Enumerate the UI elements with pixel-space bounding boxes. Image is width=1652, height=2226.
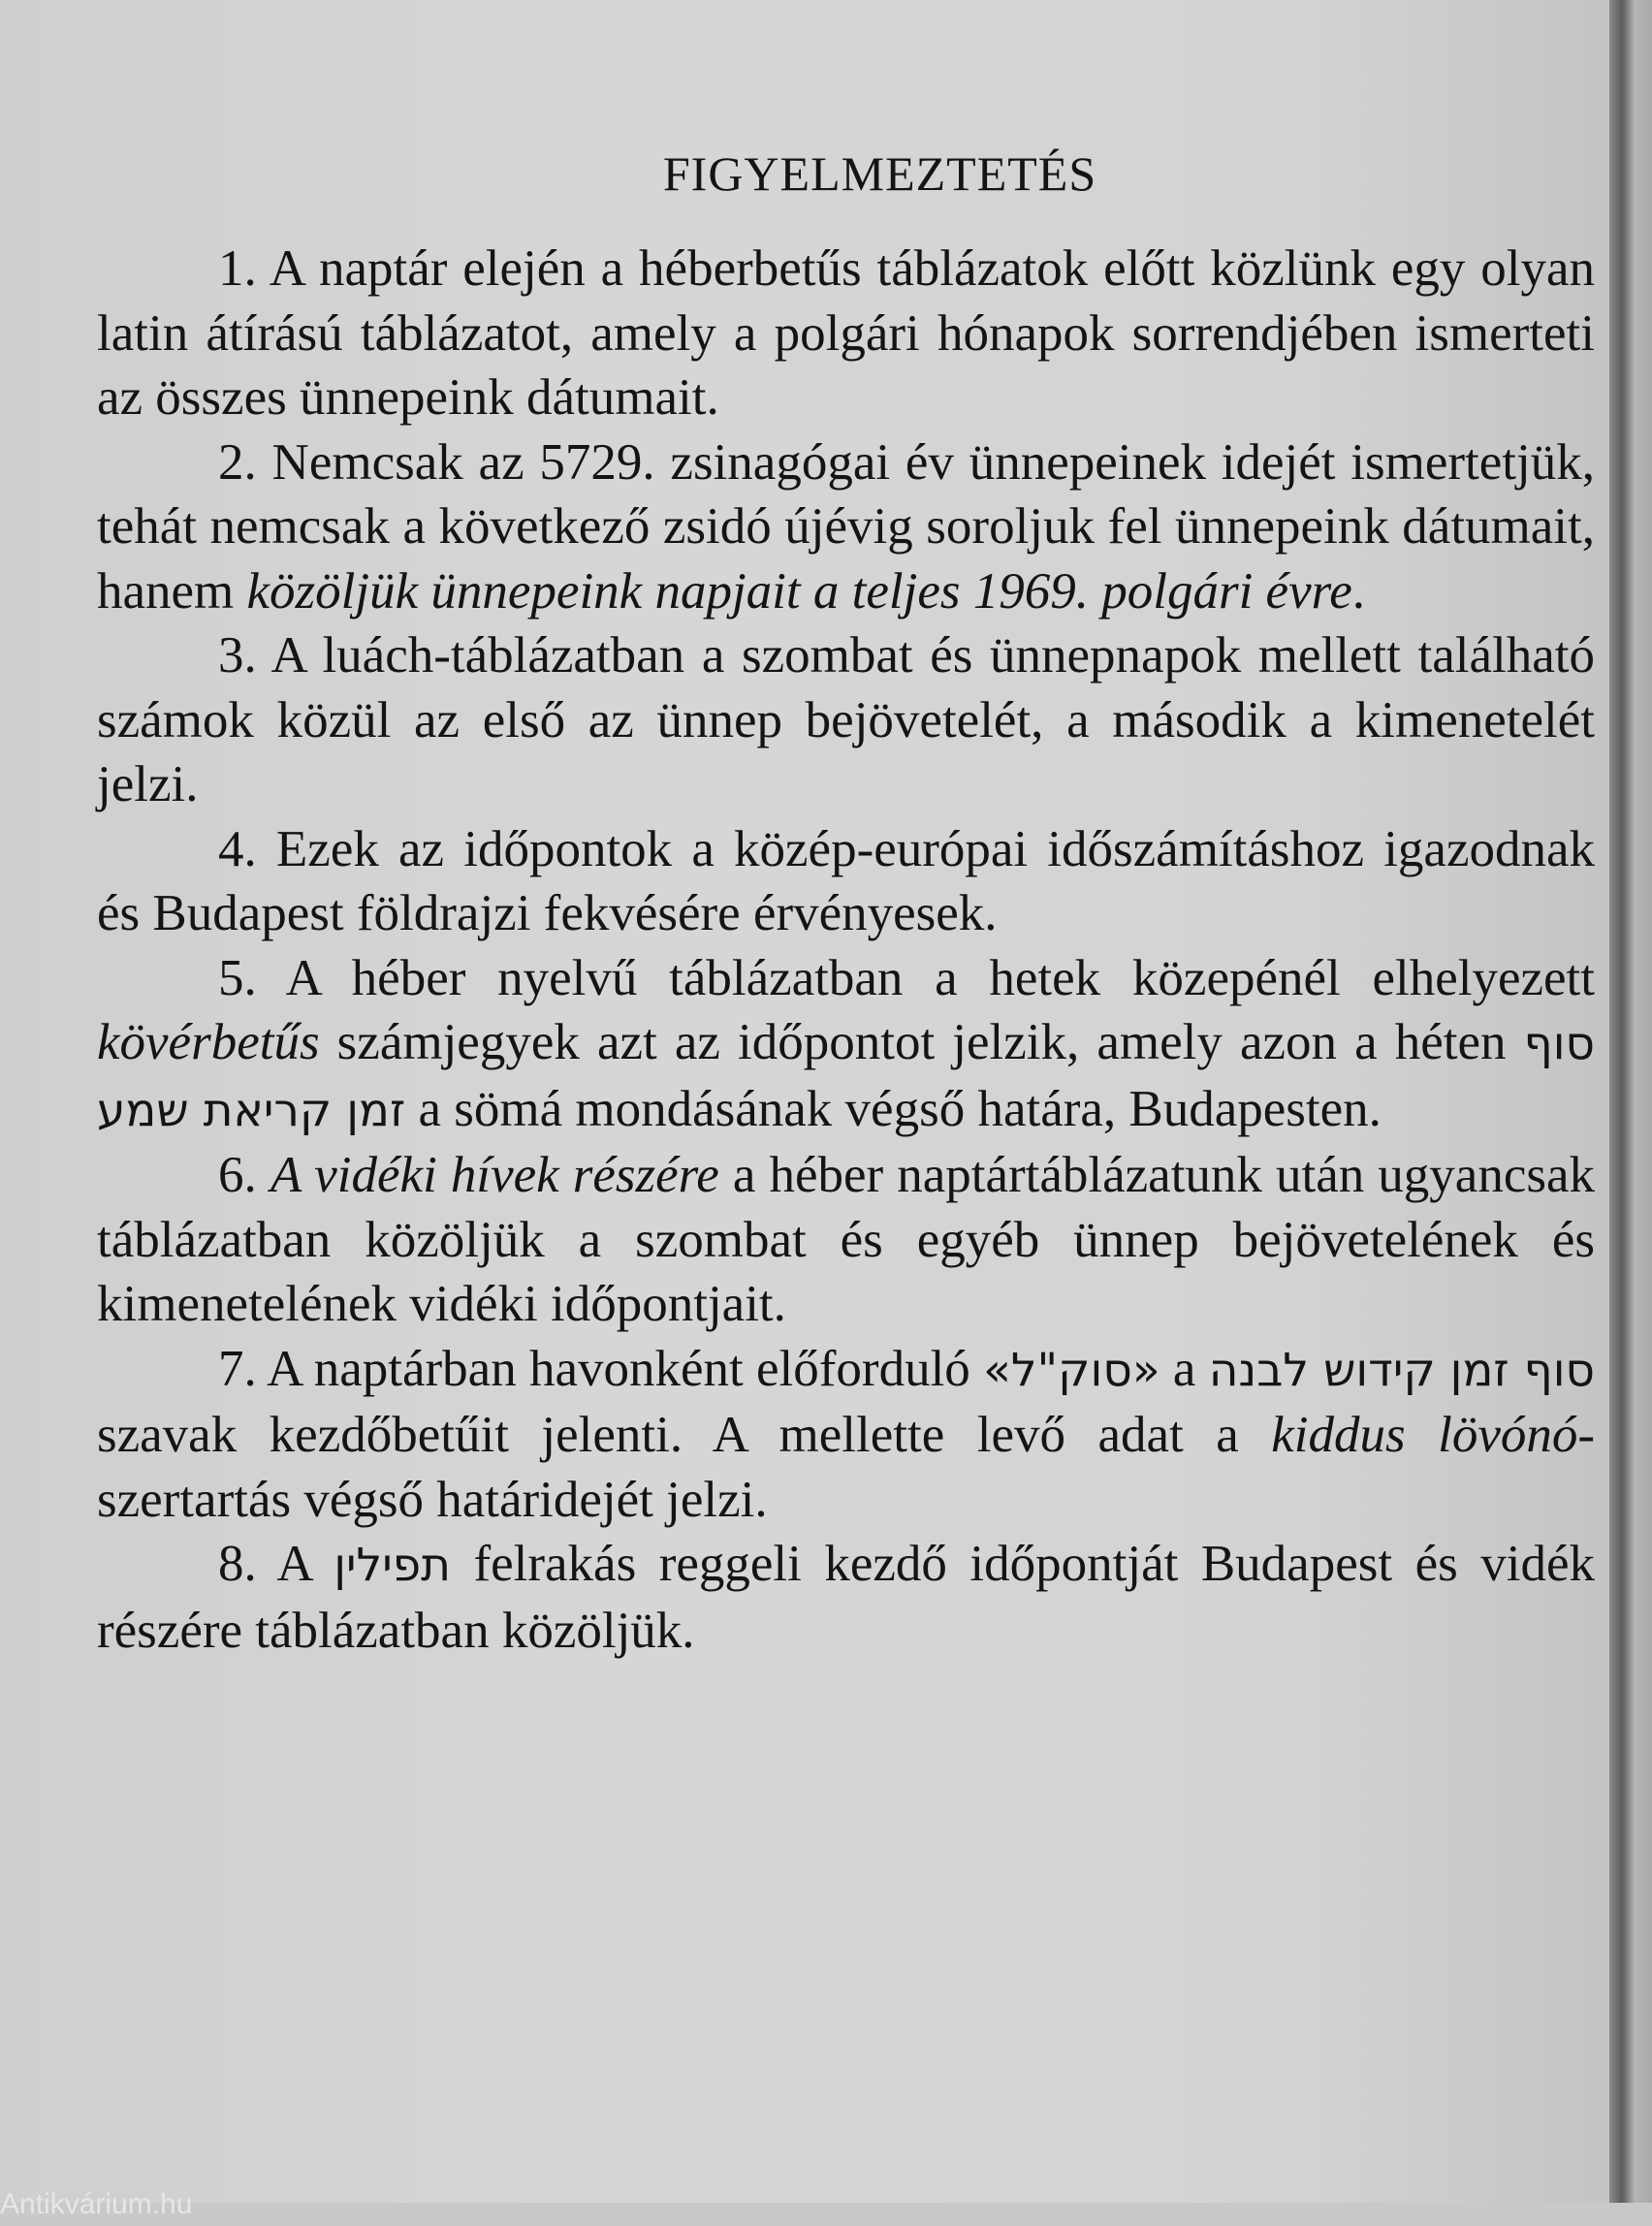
paragraph-number: 7. <box>218 1340 257 1397</box>
paragraph-text: A héber nyelvű táblázatban a hetek közepénél elhelyezett <box>285 949 1596 1006</box>
paragraph-text-middle-2: szavak kezdőbetűit jelenti. A mellette levő adat a <box>97 1407 1272 1463</box>
paragraph-3 <box>97 623 1595 817</box>
hebrew-abbreviation: «סוק"ל» <box>983 1343 1160 1397</box>
hebrew-phrase: סוף זמן קריאת שמע <box>97 1017 1595 1137</box>
paragraph-number: 2. <box>218 433 257 491</box>
paragraph-text: A naptár elején a héberbetűs táblázatok előtt közlünk egy olyan latin átírású táblázatot, amely a polgári hónapok sorrendjében ismerteti az összes ünnepeink dátumait. <box>97 240 1596 426</box>
paragraph-text-end: -szertartás végső határidejét jelzi. <box>97 1407 1596 1528</box>
paragraph-2 <box>97 430 1595 624</box>
hebrew-phrase: סוף זמן קידוש לבנה <box>1208 1343 1595 1397</box>
paragraph-number: 5. <box>218 949 257 1006</box>
watermark: Antikvárium.hu <box>0 2188 193 2220</box>
page-title: FIGYELMEZTETÉS <box>662 146 1097 201</box>
paragraph-italic: közöljük ünnepeink napjait a teljes 1969. polgári évre <box>246 562 1352 620</box>
hebrew-word: תפילין <box>334 1539 451 1592</box>
paragraph-number: 3. <box>218 627 257 684</box>
paragraph-number: 1. <box>218 240 257 297</box>
paragraph-text-middle: a <box>1160 1340 1209 1397</box>
paragraph-text-middle: számjegyek azt az időpontot jelzik, amely azon a héten <box>319 1014 1524 1070</box>
paragraph-italic: A vidéki hívek részére <box>270 1147 719 1203</box>
paragraph-1 <box>97 237 1595 430</box>
paragraph-text-end: . <box>1351 562 1366 620</box>
paragraph-text-end: felrakás reggeli kezdő időpontját Budapest és vidék részére táblázatban közöljük. <box>97 1536 1595 1659</box>
book-spine-edge <box>1609 0 1652 2203</box>
paragraph-text: Ezek az időpontok a közép-európai időszámításhoz igazodnak és Budapest földrajzi fekvésére érvényesek. <box>97 820 1596 941</box>
paragraph-text: A naptárban havonként előforduló <box>267 1340 984 1397</box>
paragraph-number: 4. <box>218 820 257 877</box>
paragraph-7 <box>97 1337 1595 1533</box>
paragraph-text: A <box>276 1536 334 1592</box>
paragraph-8 <box>97 1532 1595 1663</box>
paragraph-4 <box>97 817 1595 946</box>
paragraph-text-end: a héber naptártáblázatunk után ugyancsak táblázatban közöljük a szombat és egyéb ünnep bejövetelének és kimenetelének vidéki időpontjait. <box>97 1147 1595 1332</box>
paragraph-text: A luách-táblázatban a szombat és ünnepnapok mellett található számok közül az első az ünnep bejövetelét, a második a kimenetelét jelzi. <box>97 627 1595 812</box>
paragraph-number: 8. <box>218 1536 257 1592</box>
paragraph-text-end: a sömá mondásának végső határa, Budapesten. <box>405 1080 1382 1137</box>
paragraph-italic: kövérbetűs <box>97 1014 320 1070</box>
paragraph-text: Nemcsak az 5729. zsinagógai év ünnepeinek idejét ismertetjük, tehát nemcsak a következő zsidó újévig soroljuk fel ünnepeink dátumait, hanem <box>97 433 1595 620</box>
paragraph-italic: kiddus lövónó <box>1271 1407 1578 1463</box>
paragraph-6 <box>97 1143 1595 1337</box>
document-body <box>97 145 1595 1663</box>
paragraph-number: 6. <box>218 1147 257 1203</box>
paragraph-5 <box>97 946 1595 1144</box>
